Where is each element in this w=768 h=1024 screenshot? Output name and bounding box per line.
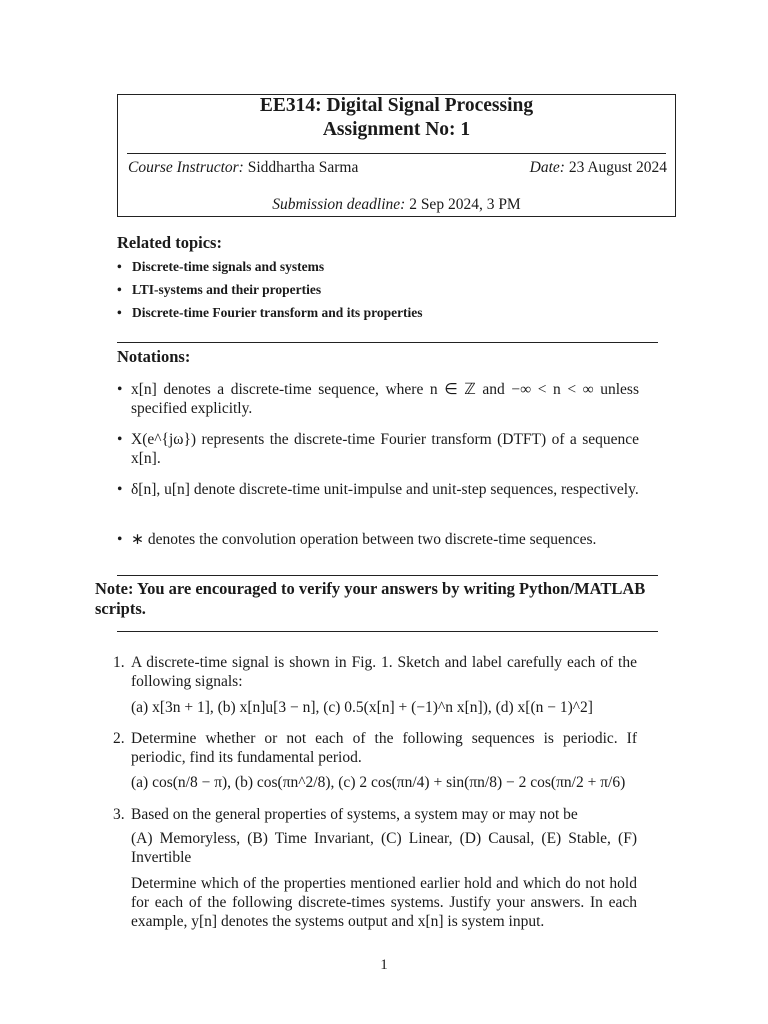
topic-item: • Discrete-time Fourier transform and its properties [117,305,423,320]
notations-heading: Notations: [117,347,191,366]
topic-item: • LTI-systems and their properties [117,282,322,297]
notation-item: • ∗ denotes the convolution operation between two discrete-time sequences. [117,531,597,548]
question-1: 1. A discrete-time signal is shown in Fig. 1. Sketch and label carefully each of the following signals: [113,654,637,690]
header-box [117,94,676,217]
deadline-label: Submission deadline: [272,196,406,213]
date-value: 23 August 2024 [568,159,667,176]
notation-item: • x[n] denotes a discrete-time sequence, where n ∈ ℤ and −∞ < n < ∞ unless specified explicitly. [117,381,639,417]
date-label: Date: [529,159,565,176]
question-3-properties: (A) Memoryless, (B) Time Invariant, (C) Linear, (D) Causal, (E) Stable, (F) Invertible [131,830,637,866]
section-divider [117,342,658,343]
question-3-instructions: Determine which of the properties mentioned earlier hold and which do not hold for each of the following discrete-times systems. Justify your answers. In each example, y[n] denotes the systems output and x[n] is system input. [131,875,637,930]
deadline-line [118,196,675,214]
notation-item: • X(e^{jω}) represents the discrete-time Fourier transform (DTFT) of a sequence x[n]. [117,431,639,467]
question-1-parts: (a) x[3n + 1], (b) x[n]u[3 − n], (c) 0.5(x[n] + (−1)^n x[n]), (d) x[(n − 1)^2] [131,699,593,716]
note-divider-top [117,575,658,576]
notation-item: • δ[n], u[n] denote discrete-time unit-impulse and unit-step sequences, respectively. [117,481,639,498]
date-line [530,159,667,177]
python-matlab-note: Note: You are encouraged to verify your answers by writing Python/MATLAB scripts. [95,579,646,618]
course-title: EE314: Digital Signal Processing [259,95,534,116]
instructor-line [128,159,358,177]
related-topics-heading: Related topics: [117,233,222,252]
topic-item: • Discrete-time signals and systems [117,259,325,274]
note-divider-bottom [117,631,658,632]
header-divider [127,153,666,154]
instructor-label: Course Instructor: [128,159,244,176]
question-3: 3. Based on the general properties of systems, a system may or may not be [113,806,578,823]
deadline-value: 2 Sep 2024, 3 PM [409,196,521,213]
question-2: 2. Determine whether or not each of the following sequences is periodic. If periodic, find its fundamental period. [113,730,637,766]
page-number: 1 [380,957,388,973]
assignment-title: Assignment No: 1 [322,119,471,140]
instructor-name: Siddhartha Sarma [247,159,359,176]
question-2-parts: (a) cos(n/8 − π), (b) cos(πn^2/8), (c) 2 cos(πn/4) + sin(πn/8) − 2 cos(πn/2 + π/6) [131,774,626,791]
